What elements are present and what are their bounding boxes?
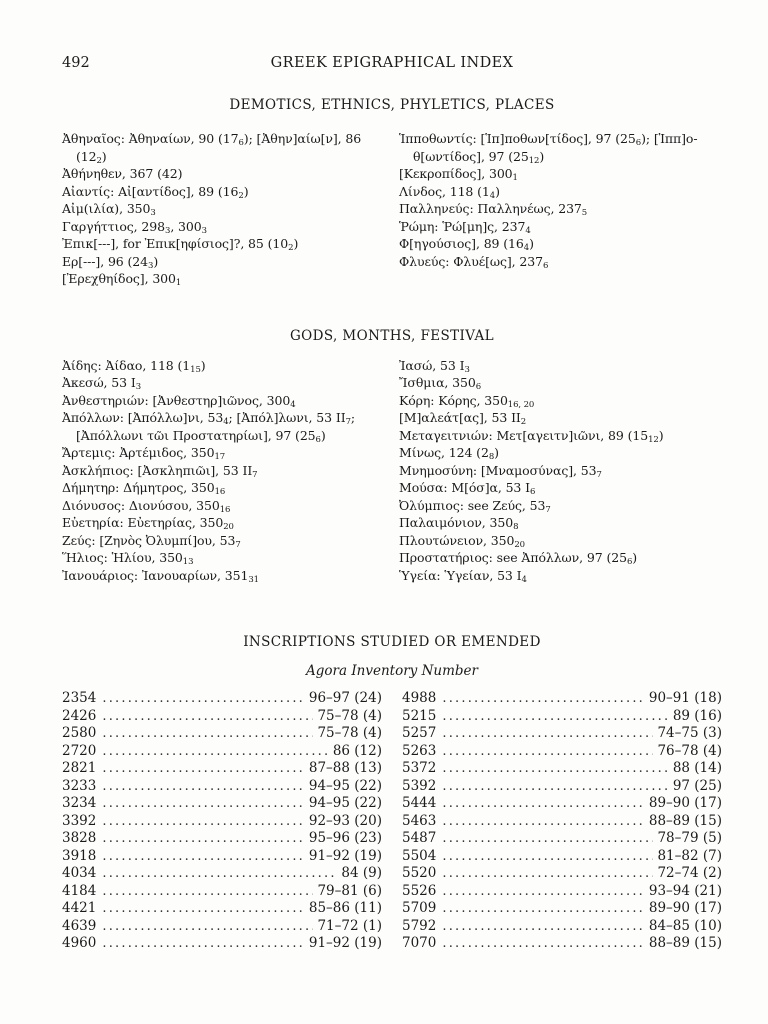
- line-number-subscript: 4: [525, 225, 531, 236]
- index-entry: Ἱπποθωντίς: [Ἱπ]ποθων[τίδος], 97 $(25_6)$; [Ἱππ]ο-: [399, 131, 698, 149]
- index-entry: Ἀκεσώ, 53 $I_3$: [62, 375, 142, 393]
- index-entry: Γαργήττιος, $298_3$, $300_3$: [62, 218, 207, 236]
- line-number-subscript: 5: [581, 208, 588, 219]
- line-number-subscript: 2: [288, 243, 294, 254]
- inventory-number: 5257: [402, 725, 437, 741]
- inventory-number: 3828: [62, 830, 97, 846]
- line-number-subscript: 7: [235, 539, 241, 550]
- line-number-subscript: 3: [135, 382, 142, 393]
- leader-dots: [102, 725, 313, 743]
- line-number-subscript: 17: [214, 452, 226, 463]
- inventory-number: 4960: [62, 935, 97, 951]
- table-row: [402, 813, 722, 831]
- gods-entries: [62, 357, 722, 585]
- line-number-subscript: 8: [488, 452, 495, 463]
- index-entry: Ζεύς: [Ζηνὸς Ὀλυμπί]ου, $53_7$: [62, 532, 241, 550]
- table-row: [62, 865, 382, 883]
- page-range: 92–93 (20): [308, 812, 382, 829]
- table-row: [402, 690, 722, 708]
- inscriptions-table-left: [62, 690, 382, 953]
- index-entry: [Μ]αλεάτ[ας], 53 $II_2$: [399, 410, 527, 428]
- gods-column-right: [399, 357, 722, 585]
- line-number-subscript: 16, 20: [507, 399, 535, 410]
- table-row: [402, 778, 722, 796]
- line-number-subscript: 3: [464, 364, 470, 375]
- page-range: 81–82 (7): [657, 847, 722, 864]
- line-number-subscript: 31: [248, 574, 259, 585]
- inventory-number: 2720: [62, 742, 97, 759]
- index-entry: Ὀλύμπιος: see Ζεύς, $53_7$: [399, 497, 551, 515]
- table-row: [402, 725, 722, 743]
- index-entry: Ἥλιος: Ἡλίου, $350_{13}$: [62, 550, 194, 568]
- index-entry: Διόνυσος: Διονύσου, $350_{16}$: [62, 497, 231, 515]
- table-row: [402, 743, 722, 761]
- inscriptions-subtitle: Agora Inventory Number: [306, 663, 478, 679]
- page-range: 89 (16): [672, 707, 722, 724]
- table-row: [402, 708, 722, 726]
- table-row: [402, 883, 722, 901]
- page-range: 90–91 (18): [648, 690, 722, 706]
- leader-dots: [442, 743, 653, 761]
- line-number-subscript: 20: [514, 539, 525, 550]
- index-entry: Φλυεύς: Φλυέ[ως], $237_6$: [399, 253, 549, 271]
- leader-dots: [102, 743, 328, 761]
- page-title: GREEK EPIGRAPHICAL INDEX: [270, 55, 514, 71]
- inventory-number: 2580: [62, 725, 97, 741]
- leader-dots: [102, 900, 305, 918]
- page-range: 93–94 (21): [648, 882, 722, 899]
- inventory-number: 2821: [62, 760, 97, 776]
- page-range: 91–92 (19): [308, 935, 382, 951]
- index-entry: Ἴσθμια, $350_6$: [399, 375, 482, 393]
- leader-dots: [442, 795, 645, 813]
- index-entry: Δήμητηρ: Δήμητρος, $350_{16}$: [62, 480, 226, 498]
- inventory-number: 5709: [402, 900, 437, 916]
- table-row: [62, 848, 382, 866]
- line-number-subscript: 6: [626, 557, 633, 568]
- page-range: 87–88 (13): [308, 760, 382, 776]
- leader-dots: [102, 883, 313, 901]
- page-range: 91–92 (19): [308, 847, 382, 864]
- inventory-number: 5792: [402, 917, 437, 934]
- table-row: [62, 690, 382, 708]
- line-number-subscript: 6: [542, 260, 549, 271]
- table-row: [402, 935, 722, 953]
- leader-dots: [442, 760, 668, 778]
- line-number-subscript: 3: [201, 225, 207, 236]
- table-row: [402, 848, 722, 866]
- inventory-number: 5487: [402, 830, 437, 846]
- index-entry: [Κεκροπίδος], $300_1$: [399, 166, 518, 184]
- table-row: [402, 830, 722, 848]
- leader-dots: [102, 760, 305, 778]
- inventory-number: 5215: [402, 707, 437, 724]
- index-entry: Φ[ηγούσιος], 89 $(16_4)$: [399, 236, 534, 254]
- line-number-subscript: 3: [150, 208, 156, 219]
- inventory-number: 4421: [62, 900, 97, 916]
- leader-dots: [442, 830, 653, 848]
- inventory-number: 3392: [62, 812, 97, 829]
- index-entry: Ὑγεία: Ὑγείαν, 53 $I_4$: [399, 567, 527, 585]
- line-number-subscript: 3: [148, 260, 154, 271]
- page-range: 75–78 (4): [317, 725, 382, 741]
- index-entry: Παλαιμόνιον, $350_8$: [399, 515, 519, 533]
- leader-dots: [102, 848, 305, 866]
- line-number-subscript: 16: [219, 504, 231, 515]
- line-number-subscript: 6: [635, 138, 642, 149]
- index-entry: Ἀσκλήπιος: [Ἀσκληπιῶι], 53 $II_7$: [62, 462, 258, 480]
- page-range: 72–74 (2): [657, 865, 722, 881]
- line-number-subscript: 15: [190, 364, 201, 375]
- page-range: 97 (25): [672, 777, 722, 794]
- table-row: [62, 900, 382, 918]
- page-range: 86 (12): [332, 742, 382, 759]
- line-number-subscript: 13: [182, 557, 194, 568]
- page-range: 88–89 (15): [648, 812, 722, 829]
- index-entry: Μούσα: Μ[όσ]α, 53 $I_6$: [399, 480, 536, 498]
- line-number-subscript: 3: [165, 225, 171, 236]
- table-row: [62, 760, 382, 778]
- leader-dots: [442, 918, 645, 936]
- gods-column-left: [62, 357, 385, 585]
- line-number-subscript: 4: [290, 399, 296, 410]
- section-heading-inscriptions: INSCRIPTIONS STUDIED OR EMENDED: [243, 634, 541, 650]
- inventory-number: 5463: [402, 812, 437, 829]
- page-range: 94–95 (22): [308, 795, 382, 811]
- table-row: [62, 935, 382, 953]
- page-range: 78–79 (5): [657, 830, 722, 846]
- inventory-number: 7070: [402, 935, 437, 951]
- page-range: 96–97 (24): [308, 690, 382, 706]
- page-range: 94–95 (22): [308, 777, 382, 794]
- page-range: 75–78 (4): [317, 707, 382, 724]
- index-entry: Ἰανουάριος: Ἰανουαρίων, $351_{31}$: [62, 567, 259, 585]
- inventory-number: 4184: [62, 882, 97, 899]
- index-entry: Αἰμ(ιλία), $350_3$: [62, 201, 156, 219]
- page-range: 88–89 (15): [648, 935, 722, 951]
- inventory-number: 4034: [62, 865, 97, 881]
- line-number-subscript: 4: [521, 574, 527, 585]
- page-range: 84 (9): [341, 865, 382, 881]
- leader-dots: [102, 690, 305, 708]
- leader-dots: [442, 935, 645, 953]
- inventory-number: 5392: [402, 777, 437, 794]
- line-number-subscript: 16: [214, 487, 226, 498]
- table-row: [62, 813, 382, 831]
- index-entry: Μνημοσύνη: [Μναμοσύνας], $53_7$: [399, 462, 602, 480]
- leader-dots: [102, 935, 305, 953]
- index-entry: Μεταγειτνιών: Μετ[αγειτν]ιῶνι, 89 $(15_{12})$: [399, 427, 664, 445]
- index-entry: Ῥώμη: Ῥώ[μη]ς, $237_4$: [399, 218, 531, 236]
- leader-dots: [442, 708, 668, 726]
- line-number-subscript: 7: [596, 469, 602, 480]
- leader-dots: [102, 830, 305, 848]
- index-entry: Αἰαντίς: Αἰ[αντίδος], 89 $(16_2)$: [62, 183, 249, 201]
- table-row: [62, 795, 382, 813]
- index-entry: Ἀθήνηθεν, 367 (42): [62, 166, 183, 181]
- page-range: 76–78 (4): [657, 742, 722, 759]
- line-number-subscript: 12: [648, 434, 659, 445]
- page-range: 88 (14): [672, 760, 722, 776]
- table-row: [62, 778, 382, 796]
- index-entry: Ερ[---], 96 $(24_3)$: [62, 253, 159, 271]
- page-range: 79–81 (6): [317, 882, 382, 899]
- leader-dots: [102, 918, 313, 936]
- leader-dots: [102, 865, 337, 883]
- line-number-subscript: 8: [513, 522, 519, 533]
- table-row: [62, 918, 382, 936]
- line-number-subscript: 1: [175, 278, 182, 289]
- leader-dots: [442, 900, 645, 918]
- inventory-number: 3234: [62, 795, 97, 811]
- line-number-subscript: 6: [475, 382, 482, 393]
- index-entry: Ἀίδης: Ἀίδαο, 118 $(1_{15})$: [62, 357, 206, 375]
- line-number-subscript: 12: [528, 155, 540, 166]
- index-entry: Ἰασώ, 53 $I_3$: [399, 357, 470, 375]
- leader-dots: [442, 813, 645, 831]
- line-number-subscript: 4: [489, 190, 496, 201]
- line-number-subscript: 4: [223, 417, 229, 428]
- index-entry: Ἀθηναῖος: Ἀθηναίων, 90 $(17_6)$; [Ἀθην]αίω[ν], 86: [62, 131, 362, 149]
- section-heading-demotics: DEMOTICS, ETHNICS, PHYLETICS, PLACES: [229, 97, 555, 113]
- inscriptions-table: [62, 690, 722, 953]
- page-range: 85–86 (11): [308, 900, 382, 916]
- inventory-number: 5504: [402, 847, 437, 864]
- page-range: 84–85 (10): [648, 917, 722, 934]
- leader-dots: [102, 778, 305, 796]
- leader-dots: [442, 725, 653, 743]
- demotics-column-right: [399, 130, 722, 288]
- section-heading-gods: GODS, MONTHS, FESTIVAL: [289, 327, 494, 344]
- leader-dots: [442, 778, 668, 796]
- leader-dots: [442, 690, 645, 708]
- index-entry: Ἀνθεστηριών: [Ἀνθεστηρ]ιῶνος, $300_4$: [62, 392, 296, 410]
- page-range: 95–96 (23): [308, 830, 382, 846]
- line-number-subscript: 7: [252, 469, 258, 480]
- index-entry: Ἐπικ[---], for Ἐπικ[ηφίσιος]?, 85 $(10_2)$: [62, 236, 299, 254]
- inventory-number: 5372: [402, 760, 437, 776]
- inventory-number: 5526: [402, 882, 437, 899]
- index-entry: Μίνως, 124 $(2_8)$: [399, 445, 499, 463]
- inventory-number: 2354: [62, 690, 97, 706]
- table-row: [62, 725, 382, 743]
- index-entry: Ἀπόλλων: [Ἀπόλλω]νι, $53_4$; [Ἀπόλ]λωνι, 53 $II_7$;: [62, 410, 355, 428]
- index-entry: Λίνδος, 118 $(1_4)$: [399, 183, 500, 201]
- line-number-subscript: 1: [512, 173, 518, 184]
- demotics-column-left: [62, 130, 385, 288]
- inscriptions-table-right: [402, 690, 722, 953]
- inventory-number: 2426: [62, 707, 97, 724]
- inventory-number: 4639: [62, 917, 97, 934]
- inventory-number: 3233: [62, 777, 97, 794]
- index-entry: [Ἐρεχθηίδος], $300_1$: [62, 271, 182, 289]
- index-entry: Προστατήριος: see Ἀπόλλων, 97 $(25_6)$: [399, 550, 638, 568]
- leader-dots: [102, 795, 305, 813]
- index-entry: Κόρη: Κόρης, $350_{16, 20}$: [399, 392, 535, 410]
- line-number-subscript: 7: [345, 417, 351, 428]
- line-number-subscript: 4: [523, 243, 530, 254]
- line-number-subscript: 6: [315, 434, 321, 445]
- index-entry: Ἄρτεμις: Ἀρτέμιδος, $350_{17}$: [62, 445, 226, 463]
- table-row: [402, 760, 722, 778]
- line-number-subscript: 2: [96, 155, 102, 166]
- page-header: [62, 54, 722, 72]
- leader-dots: [102, 708, 313, 726]
- line-number-subscript: 20: [223, 522, 234, 533]
- leader-dots: [442, 865, 653, 883]
- line-number-subscript: 2: [520, 417, 527, 428]
- demotics-entries: [62, 130, 722, 288]
- table-row: [402, 865, 722, 883]
- page-number: 492: [62, 55, 90, 71]
- index-entry: Εὐετηρία: Εὐετηρίας, $350_{20}$: [62, 515, 234, 533]
- table-row: [62, 708, 382, 726]
- inventory-number: 3918: [62, 847, 97, 864]
- table-row: [402, 900, 722, 918]
- index-entry: Πλουτώνειον, $350_{20}$: [399, 532, 525, 550]
- table-row: [62, 883, 382, 901]
- index-entry: θ[ωντίδος], 97 $(25_{12})$: [413, 148, 545, 166]
- table-row: [62, 743, 382, 761]
- page-range: 71–72 (1): [317, 917, 382, 934]
- line-number-subscript: 6: [238, 138, 244, 149]
- page-range: 89–90 (17): [648, 900, 722, 916]
- table-row: [402, 795, 722, 813]
- index-entry: [Ἀπόλλωνι τῶι Προστατηρίωι], 97 $(25_6)$: [76, 427, 326, 445]
- page-range: 74–75 (3): [657, 725, 722, 741]
- inventory-number: 5520: [402, 865, 437, 881]
- index-entry: Παλληνεύς: Παλληνέως, $237_5$: [399, 201, 588, 219]
- line-number-subscript: 2: [238, 190, 244, 201]
- inventory-number: 4988: [402, 690, 437, 706]
- leader-dots: [102, 813, 305, 831]
- table-row: [62, 830, 382, 848]
- leader-dots: [442, 883, 645, 901]
- inventory-number: 5263: [402, 742, 437, 759]
- line-number-subscript: 6: [530, 487, 536, 498]
- table-row: [402, 918, 722, 936]
- leader-dots: [442, 848, 653, 866]
- inventory-number: 5444: [402, 795, 437, 811]
- line-number-subscript: 7: [545, 504, 551, 515]
- index-entry: $(12_2)$: [76, 148, 107, 166]
- page-range: 89–90 (17): [648, 795, 722, 811]
